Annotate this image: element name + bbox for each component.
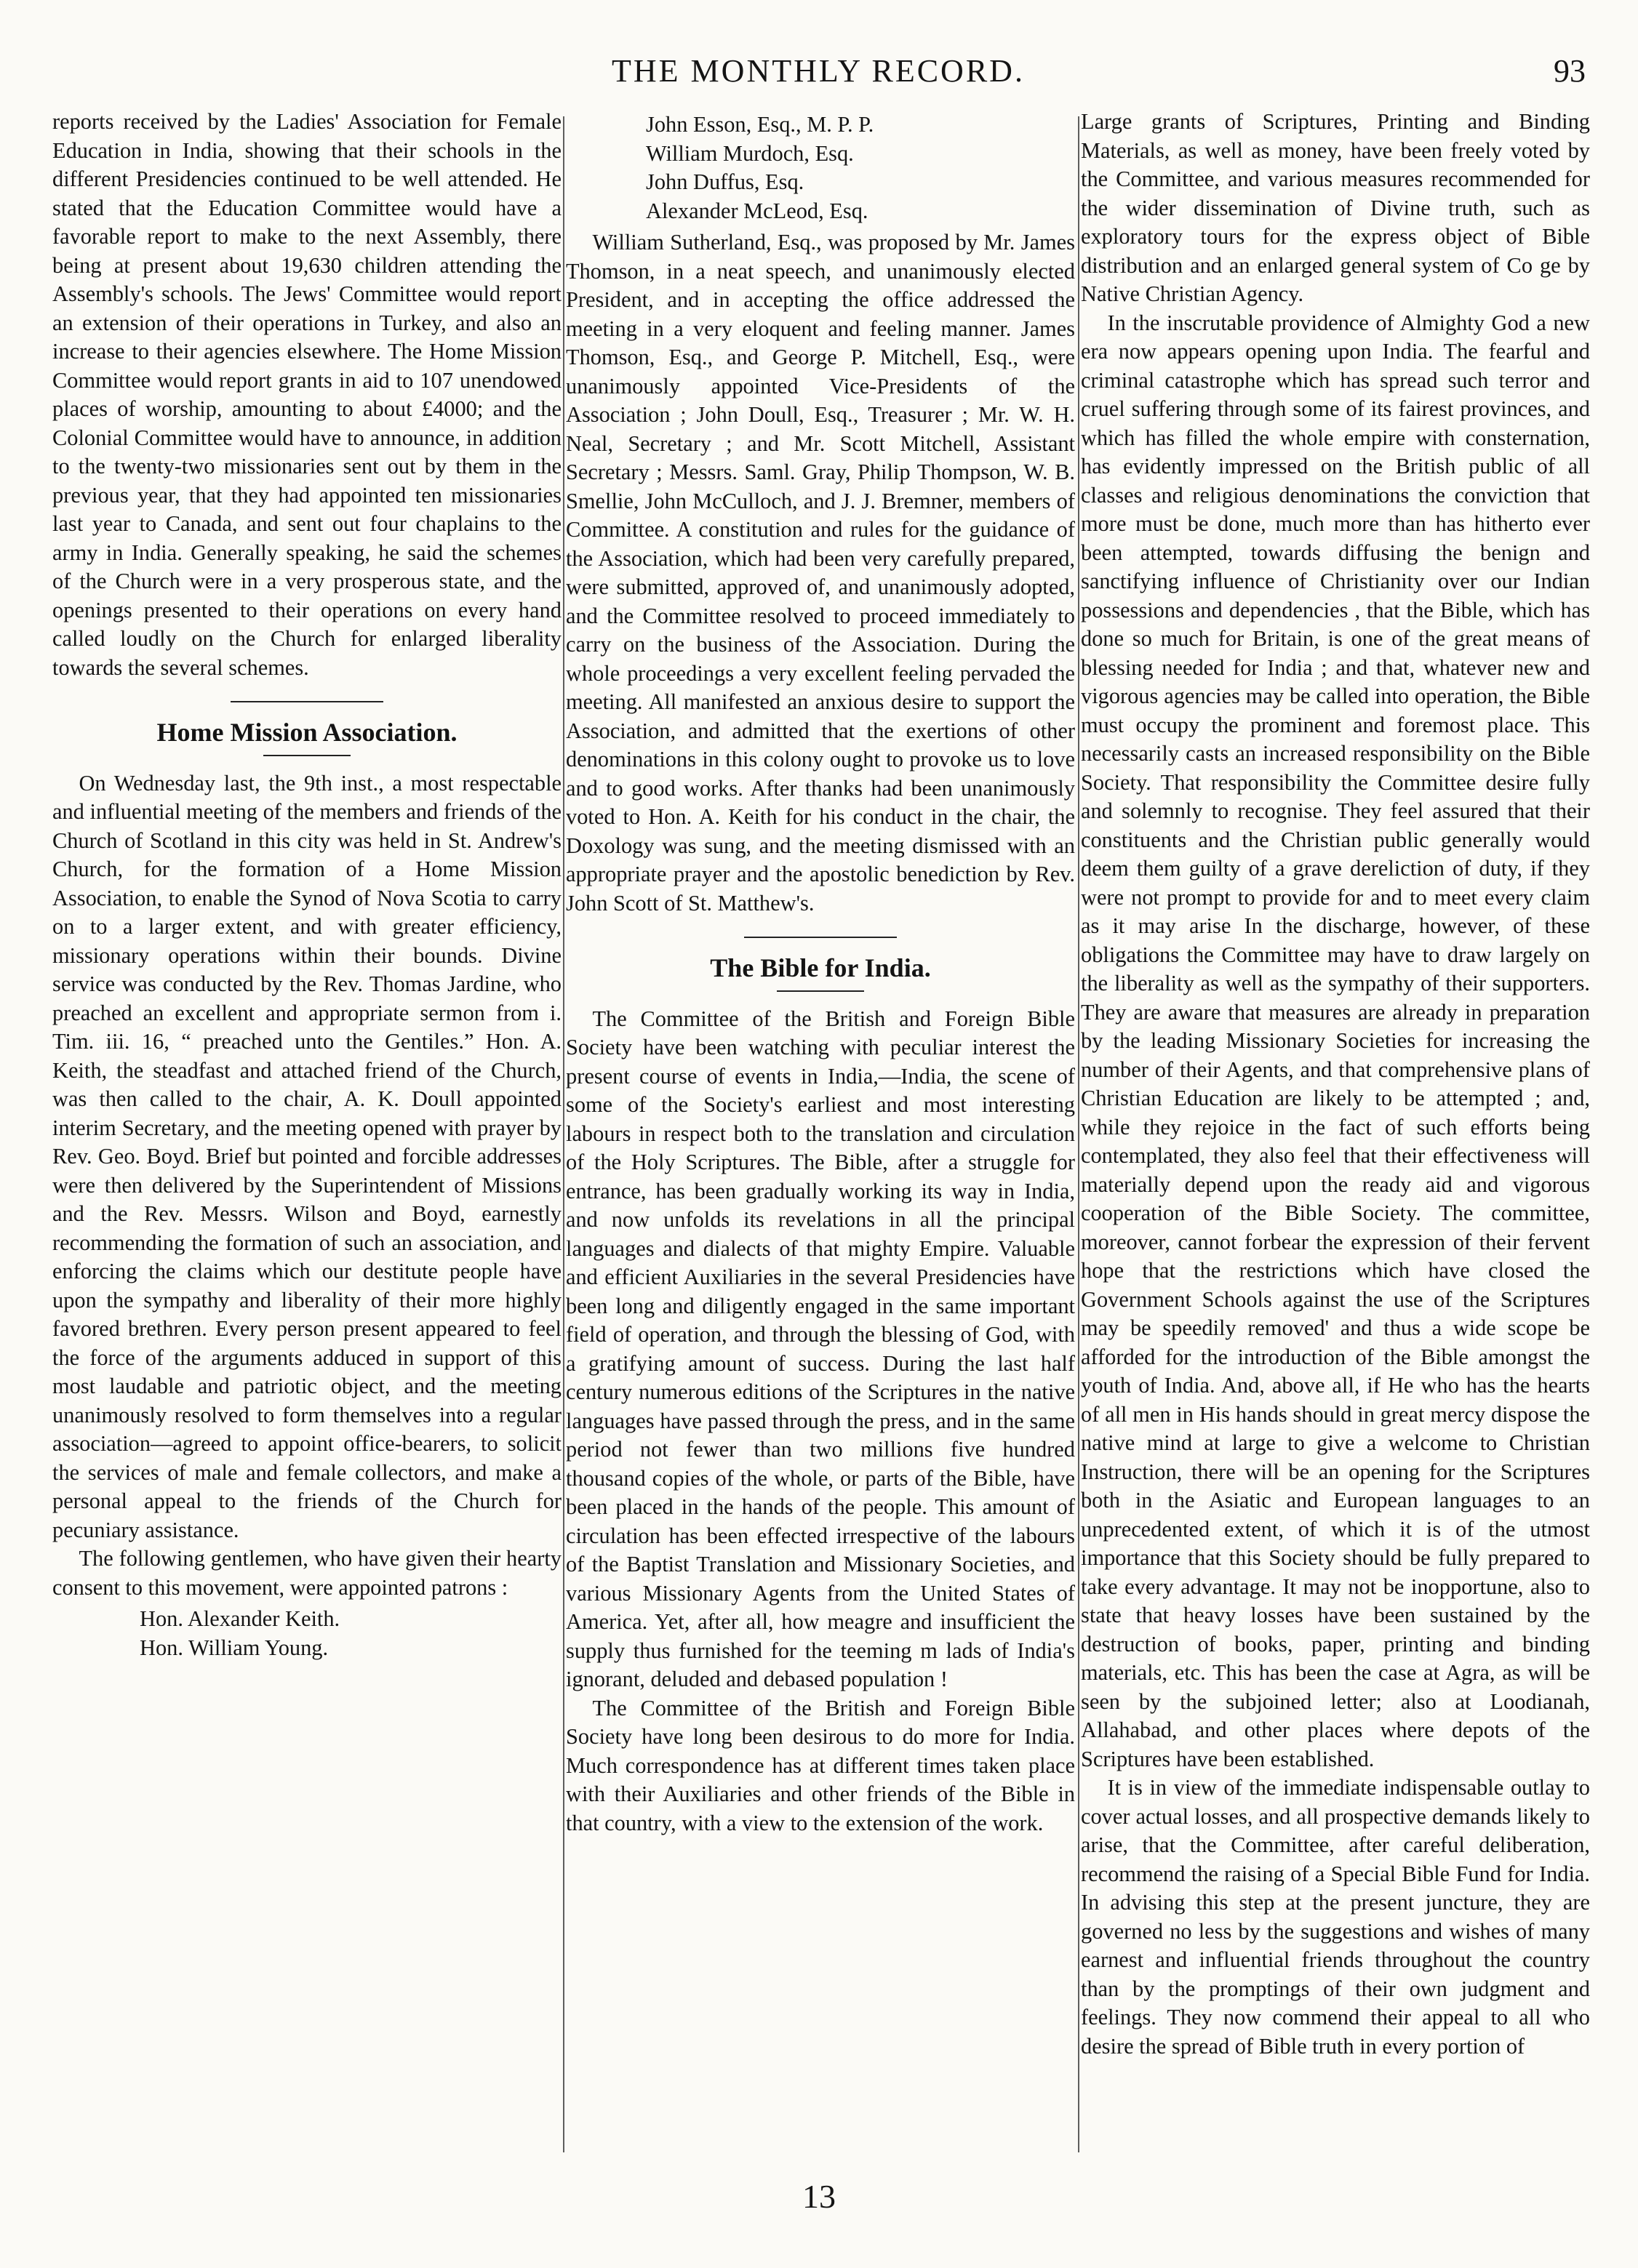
patrons-list-continued (566, 111, 1075, 225)
paragraph: The Committee of the British and Foreign Bible Society have long been desirous to do more for India. Much correspondence has at different times taken place with their Auxiliaries and other friends of the Bible in that country, with a view to the extension of the work. (566, 1695, 1075, 1835)
column-2 (566, 108, 1075, 1838)
patron-name: Alexander McLeod, Esq. (646, 198, 868, 223)
section-separator (231, 701, 383, 702)
patron-name: Hon. Alexander Keith. (140, 1606, 340, 1631)
patron-name: John Duffus, Esq. (646, 169, 804, 194)
section-title-bible-for-india: The Bible for India. (710, 953, 931, 982)
paragraph: It is in view of the immediate indispensable outlay to cover actual losses, and all prospective demands likely to arise, that the Committee, after careful deliberation, recommend the raising of a Special Bible Fund for India. In advising this step at the present juncture, they are governed no less by the suggestions and wishes of many earnest and influential friends throughout the country than by the promptings of their own judgment and feelings. They now commend their appeal to all who desire the spread of Bible truth in every portion of (1081, 1775, 1590, 2059)
paragraph: On Wednesday last, the 9th inst., a most respectable and influential meeting of the members and friends of the Church of Scotland in this city was held in St. Andrew's Church, for the formation of a Home Mission Association, to enable the Synod of Nova Scotia to carry on to a larger extent, and with greater efficiency, missionary operations within their bounds. Divine service was conducted by the Rev. Thomas Jardine, who preached an excellent and appropriate sermon from i. Tim. iii. 16, “ preached unto the Gentiles.” Hon. A. Keith, the steadfast and attached friend of the Church, was then called to the chair, A. K. Doull appointed interim Secretary, and the meeting opened with prayer by Rev. Geo. Boyd. Brief but pointed and forcible addresses were then delivered by the Superintendent of Missions and the Rev. Messrs. Wilson and Boyd, earnestly recommending the formation of such an association, and enforcing the claims which our destitute people have upon the sympathy and liberality of their more highly favored brethren. Every person present appeared to feel the force of the arguments adduced in support of this most laudable and patriotic object, and the meeting unanimously resolved to form themselves into a regular association—agreed to appoint office-bearers, to solicit the services of male and female collectors, and make a personal appeal to the friends of the Church for pecuniary assistance. (52, 770, 562, 1542)
paragraph-continued: reports received by the Ladies' Association for Female Education in India, showing that their schools in the different Presidencies continued to be well attended. He stated that the Education Committee would have a favorable report to make to the next Assembly, there being at present about 19,630 children attending the Assembly's schools. The Jews' Committee would report an extension of their operations in Turkey, and also an increase to their agencies elsewhere. The Home Mission Committee would report grants in aid to 107 unendowed places of worship, amounting to about £4000; and the Colonial Committee would have to announce, in addition to the twenty-two missionaries sent out by them in the previous year, that they had appointed ten missionaries last year to Canada, and sent out four chaplains to the army in India. Generally speaking, he said the schemes of the Church were in a very prosperous state, and the openings presented to their operations on every hand called loudly on the Church for enlarged liberality towards the several schemes. (52, 109, 562, 680)
page-number: 93 (1554, 53, 1586, 89)
paragraph: In the inscrutable providence of Almighty God a new era now appears opening upon India. The fearful and criminal catastrophe which has spread such terror and cruel suffering through some of its fairest provinces, and which has filled the whole empire with consternation, has evidently impressed on the British public of all classes and religious denominations the conviction that more must be done, much more than has hitherto ever been attempted, towards diffusing the benign and sanctifying influence of Christianity over our Indian possessions and dependencies , that the Bible, which has done so much for Britain, is one of the great means of blessing needed for India ; and that, whatever new and vigorous agencies may be called into operation, the Bible must occupy the prominent and foremost place. This necessarily casts an increased responsibility on the Bible Society. That responsibility the Committee desire fully and solemnly to recognise. They feel assured that their constituents and the Christian public generally would deem them guilty of a grave dereliction of duty, if they were not prompt to provide for and to meet every claim as it may arise In the discharge, however, of these obligations the Committee may have to draw largely on the liberality as well as the sympathy of their supporters. They are aware that measures are already in preparation by the leading Missionary Societies for increasing the number of their Agents, and that comprehensive plans of Christian Education are likely to be attempted ; and, while they rejoice in the fact of such efforts being contemplated, they also feel that their effectiveness will materially depend upon the ready aid and vigorous cooperation of the Bible Society. The committee, moreover, cannot forbear the expression of their fervent hope that the restrictions which have closed the Government Schools against the use of the Scriptures may be speedily removed' and thus a wide scope be afforded for the introduction of the Bible amongst the youth of India. And, above all, if He who has the hearts of all men in His hands should in great mercy dispose the native mind at large to give a welcome to Christian Instruction, there will be an opening for the Scriptures both in the Asiatic and European languages to an unprecedented extent, of which it is of the utmost importance that this Society should be fully prepared to take every advantage. It may not be inopportune, also to state that heavy losses have been sustained by the destruction of books, paper, printing and binding materials, etc. This has been the case at Agra, as will be seen by the subjoined letter; also at Loodianah, Allahabad, and other places where depots of the Scriptures have been established. (1081, 310, 1590, 1771)
section-title-home-mission: Home Mission Association. (156, 718, 458, 747)
column-3 (1081, 108, 1590, 2061)
paragraph: The following gentlemen, who have given their hearty consent to this movement, were appointed patrons : (52, 1546, 562, 1600)
section-separator (744, 937, 897, 938)
column-rule-left (563, 116, 564, 2152)
paragraph-continued: Large grants of Scriptures, Printing and Binding Materials, as well as money, have been freely voted by the Committee, and various measures recommended for the wider dissemination of Divine truth, such as exploratory tours for the express object of Bible distribution and an enlarged general system of Co ge by Native Christian Agency. (1081, 109, 1590, 306)
page-header (51, 45, 1586, 96)
patron-name: Hon. William Young. (140, 1635, 329, 1660)
column-rule-right (1078, 116, 1079, 2152)
patron-name: John Esson, Esq., M. P. P. (646, 112, 874, 137)
signature-mark: 13 (802, 2178, 836, 2215)
title-rule (263, 755, 351, 756)
title-rule (777, 990, 864, 992)
paragraph: William Sutherland, Esq., was proposed by Mr. James Thomson, in a neat speech, and unanimously elected President, and in accepting the office addressed the meeting in a very eloquent and feeling manner. James Thomson, Esq., and George P. Mitchell, Esq., were unanimously appointed Vice-Presidents of the Association ; John Doull, Esq., Treasurer ; Mr. W. H. Neal, Secretary ; and Mr. Scott Mitchell, Assistant Secretary ; Messrs. Saml. Gray, Philip Thompson, W. B. Smellie, John McCulloch, and J. J. Bremner, members of Committee. A constitution and rules for the guidance of the Association, which had been very carefully prepared, were submitted, approved of, and unanimously adopted, and the Committee resolved to proceed immediately to carry on the business of the Association. During the whole proceedings a very excellent feeling pervaded the meeting. All manifested an anxious desire to support the Association, and admitted that the exertions of other denominations in this colony ought to provoke us to love and to good works. After thanks had been unanimously voted to Hon. A. Keith for his conduct in the chair, the Doxology was sung, and the meeting dismissed with an appropriate prayer and the apostolic benediction by Rev. John Scott of St. Matthew's. (566, 230, 1075, 915)
paragraph: The Committee of the British and Foreign Bible Society have been watching with peculiar interest the present course of events in India,—India, the scene of some of the Society's earliest and most interesting labours in respect both to the translation and circulation of the Holy Scriptures. The Bible, after a struggle for entrance, has been gradually working its way in India, and now unfolds its revelations in all the principal languages and dialects of that mighty Empire. Valuable and efficient Auxiliaries in the several Presidencies have been long and diligently engaged in the same important field of operation, and through the blessing of God, with a gratifying amount of success. During the last half century numerous editions of the Scriptures in the native languages have passed through the press, and in the same period not fewer than two millions five hundred thousand copies of the whole, or parts of the Bible, have been placed in the hands of the people. This amount of circulation has been effected irrespective of the labours of the Baptist Translation and Missionary Societies, and various Missionary Agents from the United States of America. Yet, after all, how meagre and insufficient the supply thus furnished for the teeming m lads of India's ignorant, deluded and debased population ! (566, 1006, 1075, 1691)
column-1 (52, 108, 562, 1665)
running-title: THE MONTHLY RECORD. (612, 53, 1025, 89)
patron-name: William Murdoch, Esq. (646, 140, 854, 166)
patrons-list (52, 1605, 562, 1662)
